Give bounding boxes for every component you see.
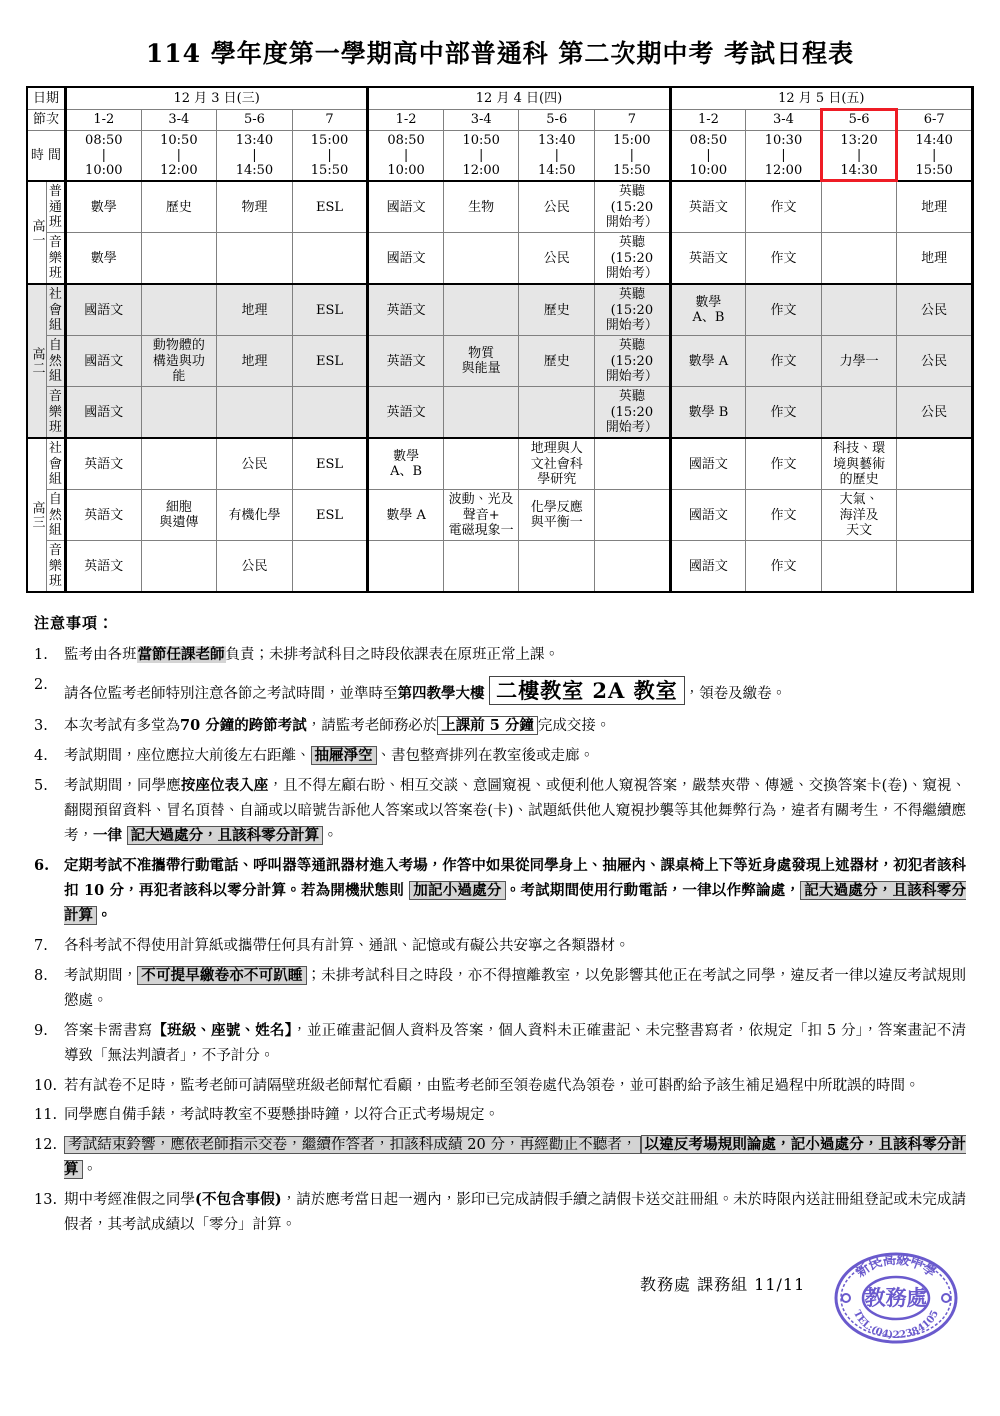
- page-title: 114 學年度第一學期高中部普通科 第二次期中考 考試日程表: [145, 39, 855, 68]
- header-period-3-1: 1-2: [670, 109, 746, 130]
- exam-cell: 英聽 (15:20 開始考）: [595, 387, 671, 439]
- note-text: 。: [323, 828, 338, 845]
- exam-cell: 物理: [217, 181, 293, 233]
- header-period-2-3: 5-6: [519, 109, 595, 130]
- note-text: 負責；未排考試科目之時段依課表在原班正常上課。: [225, 647, 559, 664]
- exam-cell: ESL: [292, 181, 368, 233]
- note-text: 定期考試不准攜帶行動電話、呼叫器等通訊器材進入考場，作答中如果從同學身上、抽屜內、課桌椅上下等近身處發現上述器材，初犯者該科扣 10 分，再犯者該科以零分計算。若為開機狀態則: [64, 857, 966, 899]
- exam-cell: 英聽 (15:20 開始考）: [595, 336, 671, 387]
- exam-cell: 歷史: [519, 336, 595, 387]
- class-label: 社會組: [46, 284, 65, 336]
- note-highlight-box: 考試結束鈴響，應依老師指示交卷，繼續作答者，扣該科成績 20 分，再經勸止不聽者，: [64, 1136, 641, 1154]
- exam-cell: 作文: [746, 336, 822, 387]
- header-date-2: 12 月 4 日(四): [368, 87, 670, 109]
- exam-cell: [897, 541, 973, 593]
- note-item: [34, 744, 966, 769]
- exam-cell: 有機化學: [217, 490, 293, 541]
- note-number: 1.: [34, 647, 48, 664]
- note-text: 考試期間，座位應拉大前後左右距離、: [64, 748, 311, 765]
- header-date-1: 12 月 3 日(三): [66, 87, 368, 109]
- exam-cell: 數學 A: [670, 336, 746, 387]
- note-item: [34, 714, 966, 739]
- official-seal-stamp: [832, 1250, 960, 1346]
- schedule-row: [27, 284, 973, 336]
- exam-cell: [141, 387, 217, 439]
- exam-cell: 國語文: [66, 387, 142, 439]
- grade-label-2: 高二: [27, 284, 46, 438]
- schedule-table-wrapper: [26, 86, 974, 593]
- exam-cell: 作文: [746, 233, 822, 285]
- note-text: 同學應自備手錶，考試時教室不要懸掛時鐘，以符合正式考場規定。: [64, 1107, 499, 1124]
- note-item: [34, 673, 966, 709]
- exam-cell: 化學反應 與平衡一: [519, 490, 595, 541]
- exam-cell: 國語文: [368, 233, 444, 285]
- exam-cell: 英語文: [368, 387, 444, 439]
- exam-cell: [897, 438, 973, 490]
- note-number: 9.: [34, 1022, 48, 1039]
- exam-cell: 數學 B: [670, 387, 746, 439]
- header-time-1-1: 08:50 | 10:00: [66, 130, 142, 181]
- exam-cell: [443, 541, 519, 593]
- header-label-date: 日期: [27, 87, 66, 109]
- header-period-3-3: 5-6: [821, 109, 897, 130]
- exam-cell: 地理與人 文社會科 學研究: [519, 438, 595, 490]
- exam-cell: ESL: [292, 490, 368, 541]
- exam-cell: 公民: [217, 541, 293, 593]
- note-item: [34, 1019, 966, 1069]
- notes-section: [26, 611, 974, 1238]
- class-label: 自然組: [46, 336, 65, 387]
- note-item: [34, 774, 966, 849]
- exam-cell: [141, 438, 217, 490]
- header-time-3-1: 08:50 | 10:00: [670, 130, 746, 181]
- header-period-2-4: 7: [595, 109, 671, 130]
- note-highlight-box: 加記小過處分: [409, 881, 505, 900]
- note-number: 6.: [34, 857, 50, 875]
- note-text: 。考試期間使用行動電話，一律以作弊論處，: [505, 881, 801, 899]
- exam-cell: 公民: [217, 438, 293, 490]
- note-text: ，且不得左顧右盼、相互交談、意圖窺視、或便利他人窺視答案，嚴禁夾帶、傳遞、交換答案卡(卷)、窺視、翻閱預留資料、冒名頂替、自誦或以暗號告訴他人答案或以答案卷(卡)、試題紙供他人窺視抄襲等其他舞弊行為，違者有關考生，不得繼續應考，: [64, 778, 967, 845]
- note-text: 監考由各班: [64, 647, 137, 664]
- note-box: 上課前 5 分鐘: [437, 716, 538, 735]
- header-time-3-3: 13:20 | 14:30: [821, 130, 897, 181]
- note-text: 、書包整齊排列在教室後或走廊。: [376, 748, 594, 765]
- exam-cell: 地理: [217, 284, 293, 336]
- exam-cell: [595, 438, 671, 490]
- note-highlight-box: 記大過處分，且該科零分計算: [64, 881, 967, 924]
- note-text: 請各位監考老師特別注意各節之考試時間，並準時至: [64, 686, 398, 703]
- exam-cell: [821, 284, 897, 336]
- header-time-2-4: 15:00 | 15:50: [595, 130, 671, 181]
- note-highlight-box: 抽屜淨空: [311, 746, 377, 765]
- note-item: [34, 1074, 966, 1099]
- exam-cell: 英語文: [66, 541, 142, 593]
- note-text: 考試期間，: [64, 967, 138, 984]
- svg-text:TEL:(04)22384105: TEL:(04)22384105: [850, 1308, 942, 1342]
- exam-cell: [897, 490, 973, 541]
- note-item: [34, 934, 966, 959]
- note-item: [34, 643, 966, 668]
- exam-cell: [595, 541, 671, 593]
- note-text: ，請於應考當日起一週內，影印已完成請假手續之請假卡送交註冊組。未於時限內送註冊組登記或未完成請假者，其考試成績以「零分」計算。: [64, 1192, 966, 1234]
- note-number: 12.: [34, 1137, 58, 1154]
- schedule-row: [27, 541, 973, 593]
- note-highlight-box: 不可提早繳卷亦不可趴睡: [137, 966, 306, 985]
- header-time-3-4: 14:40 | 15:50: [897, 130, 973, 181]
- svg-text:新民高級中學: 新民高級中學: [853, 1252, 939, 1281]
- exam-cell: 國語文: [670, 438, 746, 490]
- header-date-3: 12 月 5 日(五): [670, 87, 972, 109]
- exam-cell: 數學 A、B: [670, 284, 746, 336]
- exam-cell: 英聽 (15:20 開始考）: [595, 181, 671, 233]
- note-text: 完成交接。: [537, 718, 611, 735]
- grade-label-3: 高三: [27, 438, 46, 592]
- exam-cell: 公民: [519, 181, 595, 233]
- exam-cell: [141, 541, 217, 593]
- note-item: [34, 1188, 966, 1238]
- notes-heading: 注意事項：: [34, 614, 115, 633]
- note-text: 答案卡需書寫: [64, 1022, 153, 1039]
- note-highlight-box: 記大過處分，且該科零分計算: [127, 826, 324, 845]
- exam-cell: [368, 541, 444, 593]
- header-time-1-3: 13:40 | 14:50: [217, 130, 293, 181]
- exam-cell: 公民: [897, 284, 973, 336]
- header-row-time: [27, 130, 973, 181]
- note-item: [34, 1133, 966, 1183]
- exam-cell: 科技、環 境與藝術 的歷史: [821, 438, 897, 490]
- note-number: 2.: [34, 677, 48, 694]
- header-period-1-4: 7: [292, 109, 368, 130]
- exam-cell: 地理: [897, 181, 973, 233]
- note-emphasis: 一律: [93, 827, 122, 845]
- exam-cell: 國語文: [66, 336, 142, 387]
- exam-schedule-table: [26, 86, 974, 593]
- note-item: [34, 854, 966, 929]
- header-period-2-1: 1-2: [368, 109, 444, 130]
- note-emphasis: (不包含事假): [195, 1191, 282, 1209]
- exam-cell: [821, 541, 897, 593]
- footer: [26, 1250, 974, 1370]
- exam-cell: [292, 233, 368, 285]
- note-number: 4.: [34, 748, 48, 765]
- header-period-2-2: 3-4: [443, 109, 519, 130]
- class-label: 音樂班: [46, 387, 65, 439]
- exam-cell: [443, 438, 519, 490]
- exam-cell: 生物: [443, 181, 519, 233]
- exam-cell: 作文: [746, 438, 822, 490]
- exam-cell: 歷史: [519, 284, 595, 336]
- exam-cell: [443, 387, 519, 439]
- note-text: 。: [97, 906, 112, 924]
- exam-cell: 國語文: [670, 541, 746, 593]
- exam-cell: 地理: [897, 233, 973, 285]
- exam-cell: 數學 A、B: [368, 438, 444, 490]
- footer-signature: 教務處 課務組 11/11: [640, 1275, 806, 1295]
- exam-cell: [217, 387, 293, 439]
- class-label: 音樂班: [46, 541, 65, 593]
- exam-cell: [821, 181, 897, 233]
- header-label-period: 節次: [27, 109, 66, 130]
- exam-cell: [443, 233, 519, 285]
- note-text: ，領卷及繳卷。: [684, 686, 787, 703]
- schedule-row: [27, 490, 973, 541]
- note-highlight-box: 以違反考場規則論處，記小過處分，且該科零分計算: [64, 1136, 966, 1179]
- exam-cell: [443, 284, 519, 336]
- note-text: 各科考試不得使用計算紙或攜帶任何具有計算、通訊、記憶或有礙公共安寧之各類器材。: [64, 937, 630, 954]
- note-number: 7.: [34, 937, 48, 954]
- note-highlight: 當節任課老師: [137, 646, 225, 664]
- exam-cell: 作文: [746, 284, 822, 336]
- exam-cell: 公民: [519, 233, 595, 285]
- note-number: 5.: [34, 778, 48, 795]
- exam-cell: 大氣、 海洋及 天文: [821, 490, 897, 541]
- note-text: 若有試卷不足時，監考老師可請隔壁班級老師幫忙看顧，由監考老師至領卷處代為領卷，並可斟酌給予該生補足過程中所耽誤的時間。: [64, 1077, 920, 1094]
- schedule-row: [27, 181, 973, 233]
- exam-cell: 作文: [746, 181, 822, 233]
- exam-cell: ESL: [292, 438, 368, 490]
- exam-cell: 力學一: [821, 336, 897, 387]
- class-label: 普通班: [46, 181, 65, 233]
- class-label: 社會組: [46, 438, 65, 490]
- exam-cell: [595, 490, 671, 541]
- exam-cell: 國語文: [66, 284, 142, 336]
- exam-cell: 數學 A: [368, 490, 444, 541]
- exam-cell: [519, 541, 595, 593]
- exam-cell: ESL: [292, 336, 368, 387]
- grade-label-1: 高一: [27, 181, 46, 284]
- note-number: 8.: [34, 967, 48, 984]
- exam-cell: [141, 284, 217, 336]
- exam-room-callout: 二樓教室 2A 教室: [489, 676, 685, 705]
- header-time-2-3: 13:40 | 14:50: [519, 130, 595, 181]
- schedule-row: [27, 336, 973, 387]
- note-text: 期中考經准假之同學: [64, 1192, 196, 1209]
- note-emphasis: 按座位表入座: [180, 777, 269, 795]
- exam-cell: [292, 541, 368, 593]
- header-time-2-1: 08:50 | 10:00: [368, 130, 444, 181]
- note-emphasis: 70 分鐘的跨節考試: [180, 717, 307, 735]
- exam-cell: ESL: [292, 284, 368, 336]
- header-row-date: [27, 87, 973, 109]
- note-emphasis: 第四教學大樓: [397, 685, 485, 703]
- exam-cell: 英聽 (15:20 開始考）: [595, 233, 671, 285]
- header-time-1-2: 10:50 | 12:00: [141, 130, 217, 181]
- schedule-row: [27, 387, 973, 439]
- note-text: ，並正確畫記個人資料及答案，個人資料未正確畫記、未完整書寫者，依規定「扣 5 分」，答案畫記不清導致「無法判讀者」，不予計分。: [64, 1022, 966, 1064]
- exam-cell: 波動、光及 聲音+ 電磁現象一: [443, 490, 519, 541]
- exam-cell: 作文: [746, 387, 822, 439]
- note-item: [34, 1103, 966, 1128]
- exam-cell: [519, 387, 595, 439]
- exam-cell: [217, 233, 293, 285]
- schedule-row: [27, 233, 973, 285]
- exam-cell: [821, 387, 897, 439]
- note-text: ，請監考老師務必於: [306, 718, 438, 735]
- note-number: 11.: [34, 1107, 58, 1124]
- header-period-1-1: 1-2: [66, 109, 142, 130]
- exam-cell: [821, 233, 897, 285]
- header-time-1-4: 15:00 | 15:50: [292, 130, 368, 181]
- note-text: 。: [82, 1162, 97, 1179]
- exam-cell: 作文: [746, 490, 822, 541]
- exam-cell: 物質 與能量: [443, 336, 519, 387]
- exam-cell: 作文: [746, 541, 822, 593]
- note-item: [34, 964, 966, 1014]
- header-period-3-2: 3-4: [746, 109, 822, 130]
- exam-cell: 英語文: [66, 438, 142, 490]
- exam-cell: 英語文: [368, 284, 444, 336]
- svg-text:教務處: 教務處: [864, 1285, 928, 1311]
- header-period-3-4: 6-7: [897, 109, 973, 130]
- exam-cell: 地理: [217, 336, 293, 387]
- notes-list: [34, 643, 966, 1238]
- exam-cell: [292, 387, 368, 439]
- exam-cell: 數學: [66, 181, 142, 233]
- note-text: ；未排考試科目之時段，亦不得擅離教室，以免影響其他正在考試之同學，違反者一律以違反考試規則懲處。: [64, 967, 967, 1009]
- header-row-period: [27, 109, 973, 130]
- note-text: 本次考試有多堂為: [64, 718, 180, 735]
- exam-cell: 動物體的 構造與功 能: [141, 336, 217, 387]
- header-time-2-2: 10:50 | 12:00: [443, 130, 519, 181]
- note-number: 10.: [34, 1077, 58, 1094]
- exam-cell: 國語文: [670, 490, 746, 541]
- note-emphasis: 【班級、座號、姓名】: [152, 1021, 293, 1039]
- exam-cell: 英語文: [368, 336, 444, 387]
- note-number: 3.: [34, 718, 48, 735]
- exam-cell: 細胞 與遺傳: [141, 490, 217, 541]
- exam-cell: 英語文: [66, 490, 142, 541]
- header-label-time: 時 間: [27, 130, 66, 181]
- header-period-1-3: 5-6: [217, 109, 293, 130]
- header-period-1-2: 3-4: [141, 109, 217, 130]
- exam-cell: 歷史: [141, 181, 217, 233]
- exam-cell: 公民: [897, 387, 973, 439]
- class-label: 自然組: [46, 490, 65, 541]
- exam-cell: 數學: [66, 233, 142, 285]
- note-number: 13.: [34, 1192, 58, 1209]
- exam-cell: [141, 233, 217, 285]
- schedule-row: [27, 438, 973, 490]
- class-label: 音樂班: [46, 233, 65, 285]
- exam-cell: 公民: [897, 336, 973, 387]
- exam-cell: 英聽 (15:20 開始考）: [595, 284, 671, 336]
- exam-cell: 英語文: [670, 233, 746, 285]
- note-text: 考試期間，同學應: [64, 778, 181, 795]
- exam-cell: 國語文: [368, 181, 444, 233]
- header-time-3-2: 10:30 | 12:00: [746, 130, 822, 181]
- note-text: [122, 828, 127, 844]
- exam-cell: 英語文: [670, 181, 746, 233]
